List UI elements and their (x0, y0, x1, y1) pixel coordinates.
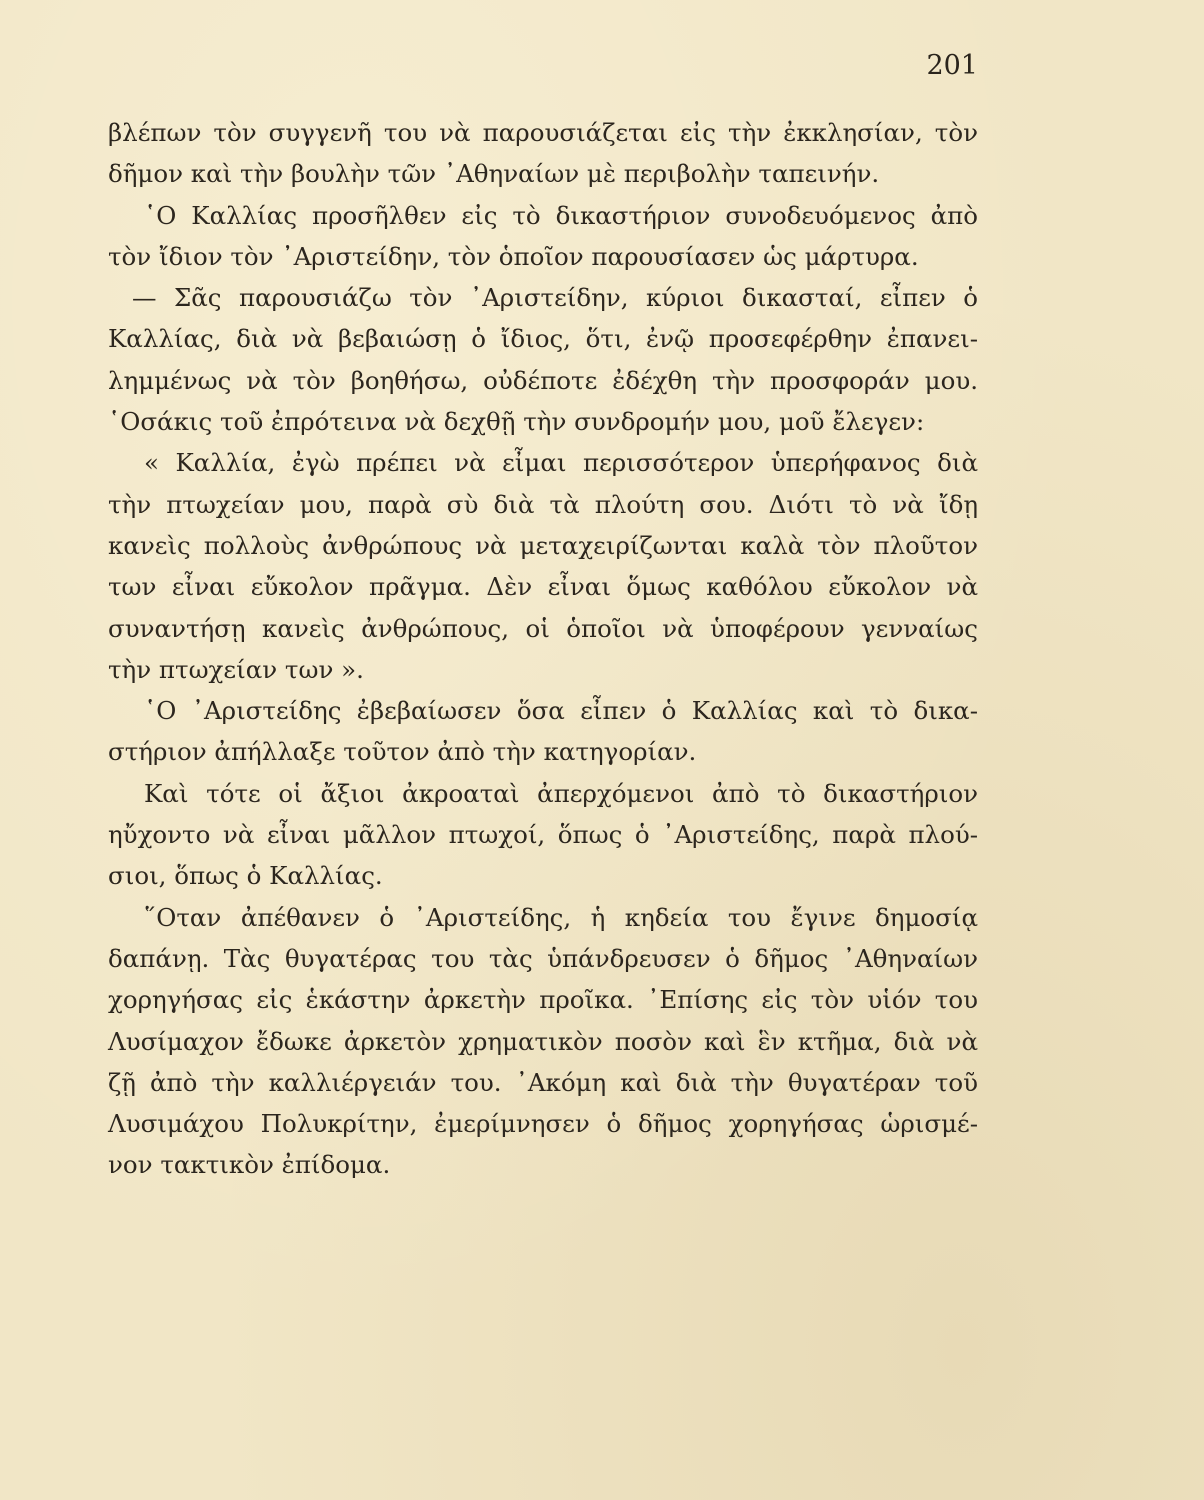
text-line: τὴν πτωχείαν των ». (108, 654, 364, 684)
text-line: των εἶναι εὔκολον πρᾶγμα. Δὲν εἶναι ὅμως καθόλου εὔκολον νὰ (108, 572, 978, 602)
paragraph (108, 277, 978, 442)
text-line: στήριον ἀπήλλαξε τοῦτον ἀπὸ τὴν κατηγορίαν. (108, 737, 697, 767)
text-line: ῾Οσάκις τοῦ ἐπρότεινα νὰ δεχθῇ τὴν συνδρομήν μου, μοῦ ἔλεγεν: (108, 407, 925, 437)
text-line: ῾Ο Καλλίας προσῆλθεν εἰς τὸ δικαστήριον συνοδευόμενος ἀπὸ (144, 200, 978, 230)
text-line: νον τακτικὸν ἐπίδομα. (108, 1150, 391, 1180)
text-line: — Σᾶς παρουσιάζω τὸν ᾿Αριστείδην, κύριοι δικασταί, εἶπεν ὁ (132, 283, 978, 313)
text-line: κανεὶς πολλοὺς ἀνθρώπους νὰ μεταχειρίζωνται καλὰ τὸν πλοῦτον (108, 530, 978, 560)
text-line: Καὶ τότε οἱ ἄξιοι ἀκροαταὶ ἀπερχόμενοι ἀπὸ τὸ δικαστήριον (144, 778, 978, 808)
text-line: τὸν ἴδιον τὸν ᾿Αριστείδην, τὸν ὁποῖον παρουσίασεν ὡς μάρτυρα. (108, 241, 919, 271)
text-line: ηὔχοντο νὰ εἶναι μᾶλλον πτωχοί, ὅπως ὁ ᾿Αριστείδης, παρὰ πλού- (108, 820, 978, 850)
page-number: 201 (926, 50, 978, 81)
paragraph (108, 897, 978, 1186)
text-line: σιοι, ὅπως ὁ Καλλίας. (108, 861, 383, 891)
text-line: λημμένως νὰ τὸν βοηθήσω, οὐδέποτε ἐδέχθη τὴν προσφοράν μου. (108, 365, 978, 395)
text-line: Λυσίμαχον ἔδωκε ἀρκετὸν χρηματικὸν ποσὸν καὶ ἓν κτῆμα, διὰ νὰ (108, 1026, 978, 1056)
text-line: τὴν πτωχείαν μου, παρὰ σὺ διὰ τὰ πλούτη σου. Διότι τὸ νὰ ἴδῃ (108, 489, 978, 519)
text-line: « Καλλία, ἐγὼ πρέπει νὰ εἶμαι περισσότερον ὑπερήφανος διὰ (144, 448, 978, 478)
paragraph (108, 112, 978, 195)
paragraph (108, 773, 978, 897)
body-text (108, 112, 978, 1186)
text-line: Λυσιμάχου Πολυκρίτην, ἐμερίμνησεν ὁ δῆμος χορηγήσας ὡρισμέ- (108, 1109, 978, 1139)
paragraph (108, 195, 978, 278)
text-line: ῞Οταν ἀπέθανεν ὁ ᾿Αριστείδης, ἡ κηδεία του ἔγινε δημοσίᾳ (144, 902, 978, 932)
paragraph (108, 690, 978, 773)
text-line: δῆμον καὶ τὴν βουλὴν τῶν ᾿Αθηναίων μὲ περιβολὴν ταπεινήν. (108, 159, 880, 189)
text-line: δαπάνῃ. Τὰς θυγατέρας του τὰς ὑπάνδρευσεν ὁ δῆμος ᾿Αθηναίων (108, 943, 978, 973)
paragraph (108, 442, 978, 690)
text-line: χορηγήσας εἰς ἑκάστην ἀρκετὴν προῖκα. ᾿Επίσης εἰς τὸν υἱόν του (108, 985, 978, 1015)
text-line: Καλλίας, διὰ νὰ βεβαιώσῃ ὁ ἴδιος, ὅτι, ἐνῷ προσεφέρθην ἐπανει- (108, 324, 978, 354)
text-line: βλέπων τὸν συγγενῆ του νὰ παρουσιάζεται εἰς τὴν ἐκκλησίαν, τὸν (108, 118, 978, 147)
text-line: ζῇ ἀπὸ τὴν καλλιέργειάν του. ᾿Ακόμη καὶ διὰ τὴν θυγατέραν τοῦ (108, 1067, 978, 1097)
text-line: ῾Ο ᾿Αριστείδης ἐβεβαίωσεν ὅσα εἶπεν ὁ Καλλίας καὶ τὸ δικα- (144, 696, 978, 726)
text-line: συναντήσῃ κανεὶς ἀνθρώπους, οἱ ὁποῖοι νὰ ὑποφέρουν γενναίως (108, 613, 978, 643)
